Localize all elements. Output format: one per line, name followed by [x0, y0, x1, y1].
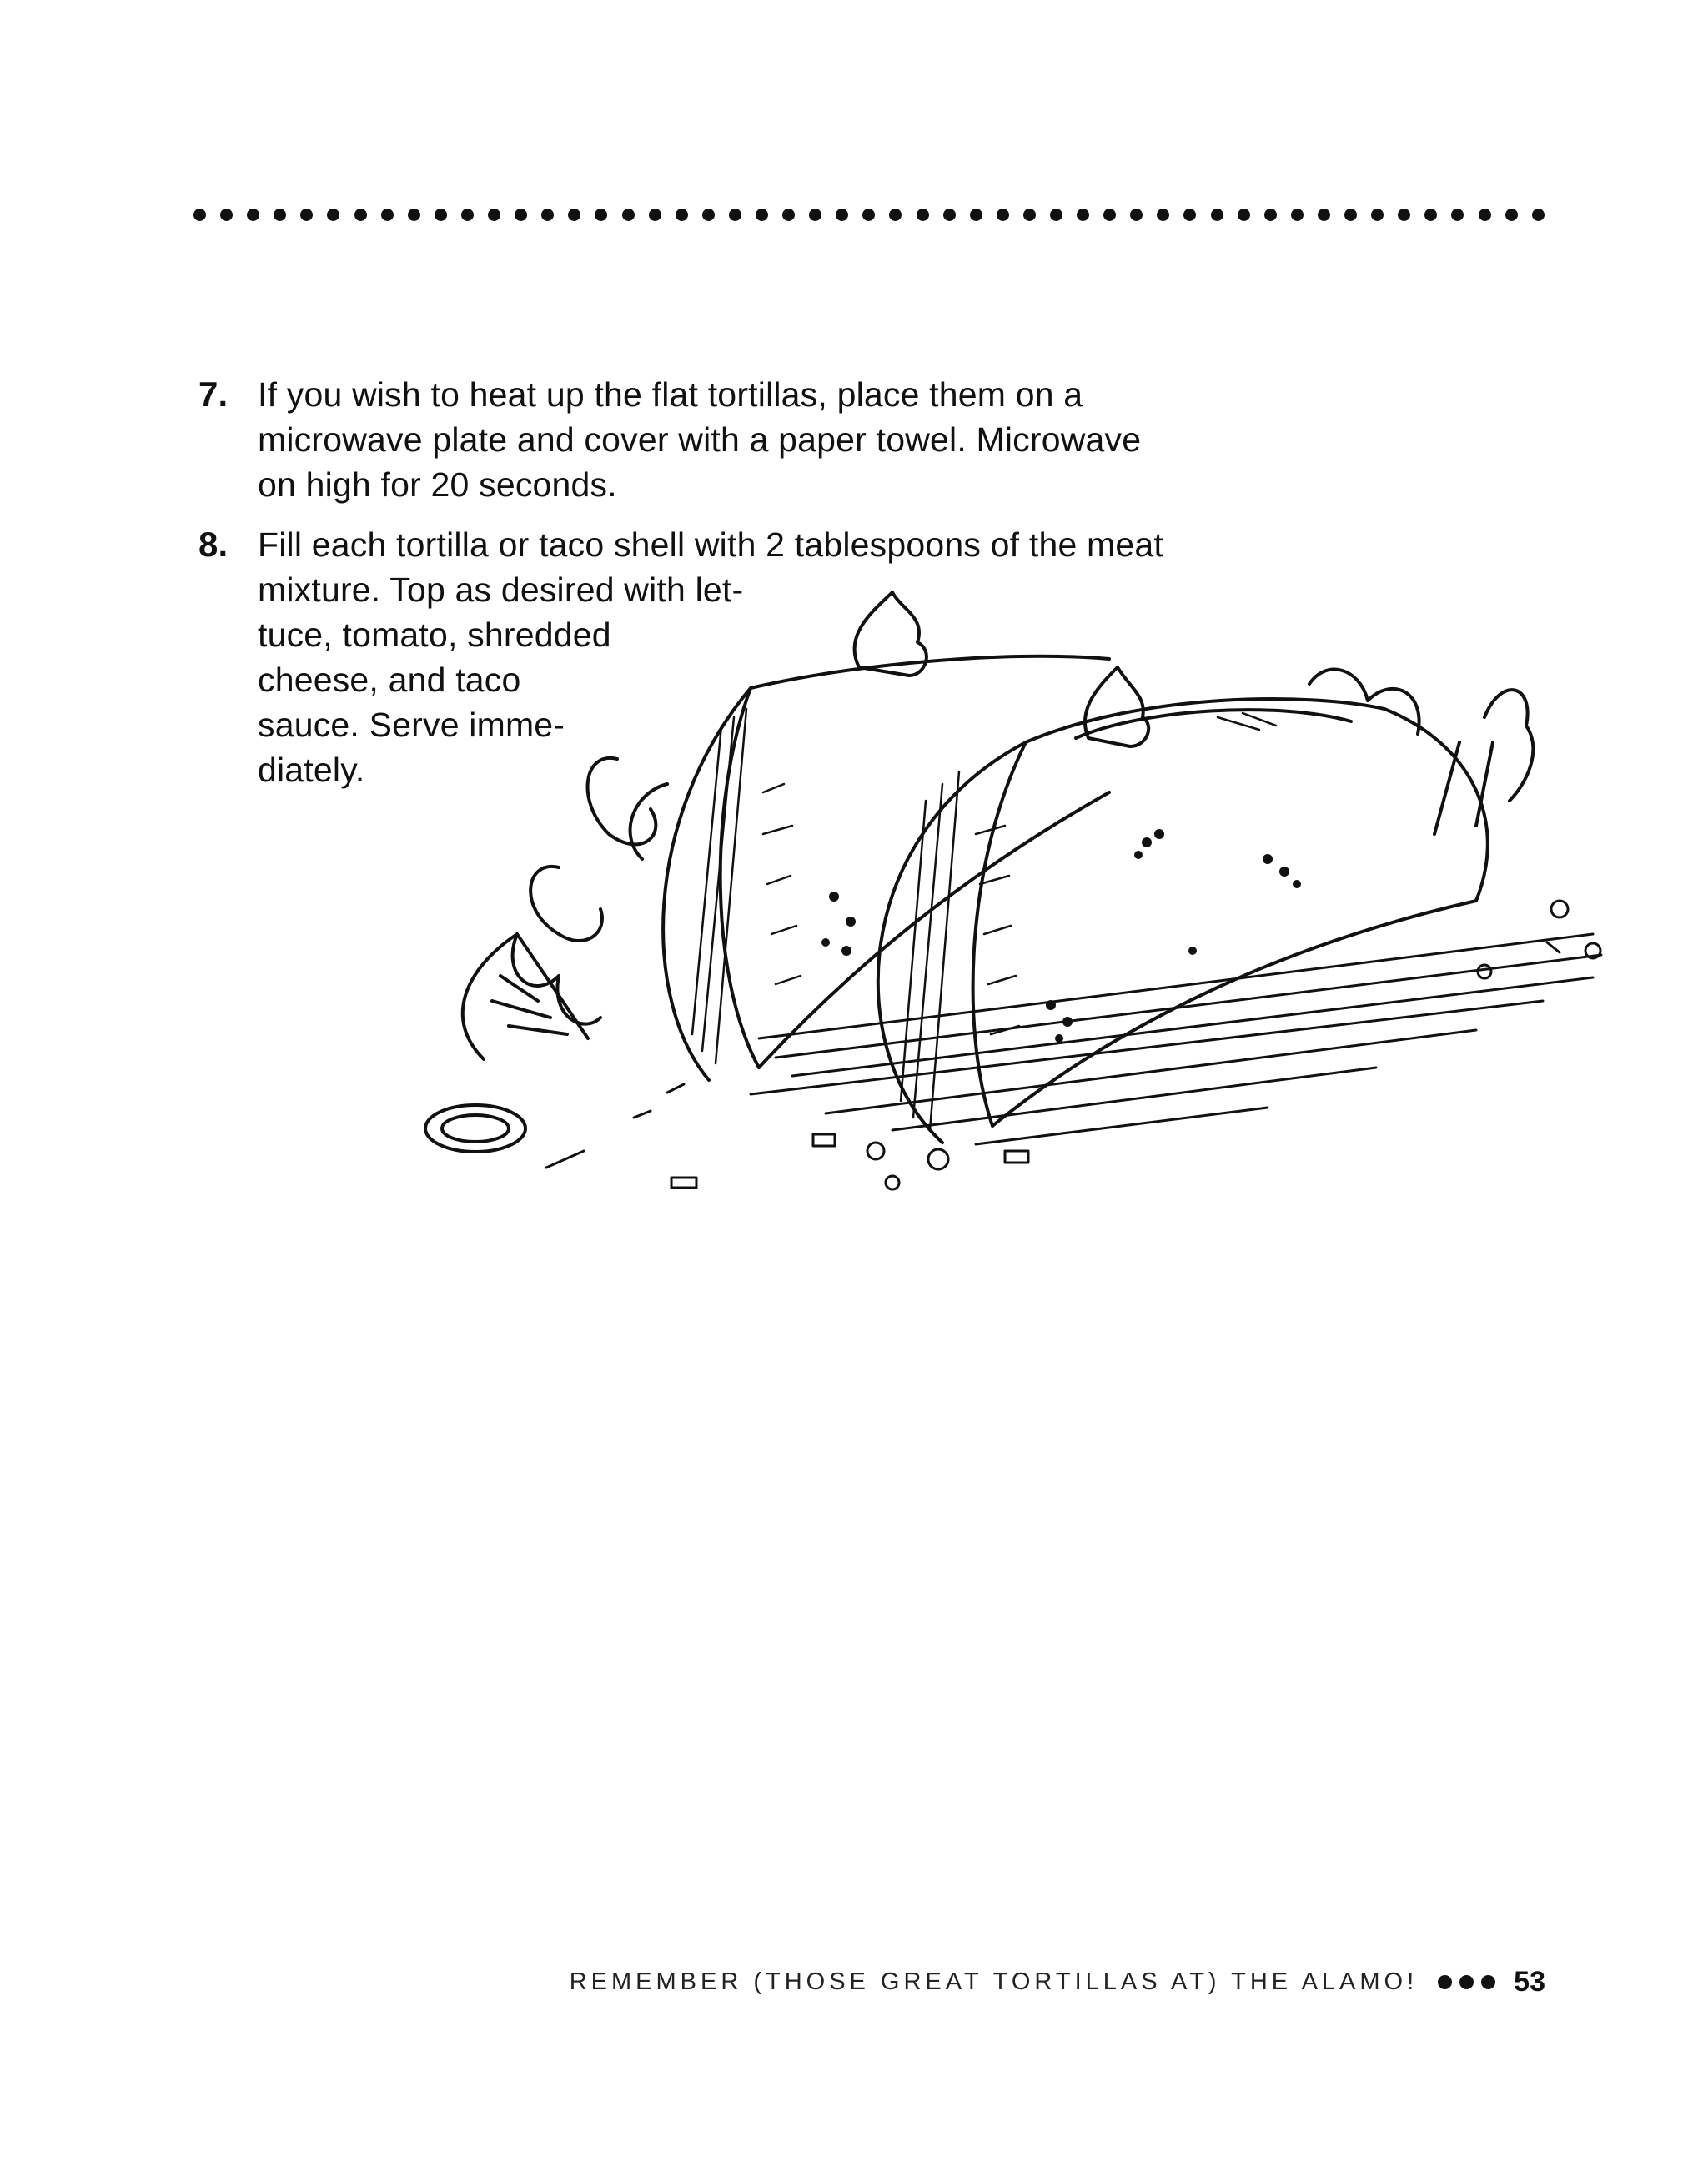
rule-dot [997, 209, 1009, 221]
step-line: cheese, and taco [258, 661, 521, 699]
rule-dot [327, 209, 339, 221]
rule-dot [381, 209, 394, 221]
step-line: If you wish to heat up the flat tortillas, place them on a [258, 375, 1083, 414]
rule-dot [889, 209, 902, 221]
rule-dot [1532, 209, 1545, 221]
taco-shell-icon [663, 656, 1109, 1080]
rule-dot [408, 209, 420, 221]
tacos-illustration [392, 584, 1618, 1218]
lettuce-icon [1309, 670, 1533, 834]
step-line: microwave plate and cover with a paper towel. Microwave [258, 420, 1142, 459]
rule-dot [943, 209, 956, 221]
rule-dot [1344, 209, 1357, 221]
rule-dot [1291, 209, 1304, 221]
rule-dot [595, 209, 607, 221]
rule-dot [247, 209, 259, 221]
step-text [258, 372, 1141, 507]
rule-dot [1505, 209, 1518, 221]
step-line: diately. [258, 751, 365, 789]
page-footer [570, 1966, 1545, 1998]
rule-dot [676, 209, 688, 221]
rule-dot [515, 209, 527, 221]
rule-dot [568, 209, 580, 221]
rule-dot [1479, 209, 1491, 221]
rule-dot [1318, 209, 1330, 221]
step-line: Fill each tortilla or taco shell with 2 tablespoons of the meat [258, 525, 1163, 564]
rule-dot [274, 209, 286, 221]
rule-dot [1211, 209, 1223, 221]
rule-dot [461, 209, 474, 221]
rule-dot [622, 209, 635, 221]
rule-dot [1264, 209, 1277, 221]
step-line: tuce, tomato, shredded [258, 616, 611, 654]
rule-dot [435, 209, 447, 221]
rule-dot [1183, 209, 1196, 221]
rule-dot [1451, 209, 1464, 221]
rule-dot [1398, 209, 1410, 221]
rule-dot [1424, 209, 1437, 221]
rule-dot [1050, 209, 1062, 221]
crumbs-icon [546, 901, 1600, 1189]
rule-dot [354, 209, 367, 221]
rule-dot [836, 209, 848, 221]
rule-dot [1238, 209, 1250, 221]
dotted-rule [193, 206, 1545, 223]
rule-dot [649, 209, 661, 221]
rule-dot [782, 209, 795, 221]
rule-dot [1130, 209, 1143, 221]
step-line: sauce. Serve imme- [258, 706, 565, 744]
running-title: REMEMBER (THOSE GREAT TORTILLAS AT) THE ALAMO! [569, 1968, 1419, 1995]
rule-dot [1023, 209, 1036, 221]
bullets-icon [1438, 1975, 1495, 1989]
rule-dot [729, 209, 741, 221]
rule-dot [488, 209, 500, 221]
onion-ring-icon [425, 1105, 525, 1152]
rule-dot [541, 209, 554, 221]
rule-dot [1371, 209, 1384, 221]
taco-shell-icon [878, 699, 1488, 1143]
rule-dot [809, 209, 821, 221]
lettuce-icon [463, 758, 667, 1059]
step-number: 8. [198, 525, 229, 564]
rule-dot [1103, 209, 1116, 221]
rule-dot [1077, 209, 1089, 221]
rule-dot [862, 209, 875, 221]
rule-dot [300, 209, 313, 221]
rule-dot [1157, 209, 1169, 221]
page-number: 53 [1514, 1966, 1545, 1998]
rule-dot [220, 209, 233, 221]
rule-dot [193, 209, 206, 221]
sour-cream-icon [1085, 667, 1148, 746]
rule-dot [970, 209, 982, 221]
step-line: mixture. Top as desired with let- [258, 570, 744, 609]
step-line: on high for 20 seconds. [258, 465, 617, 504]
rule-dot [702, 209, 715, 221]
rule-dot [917, 209, 929, 221]
rule-dot [756, 209, 768, 221]
step-number: 7. [198, 374, 229, 414]
